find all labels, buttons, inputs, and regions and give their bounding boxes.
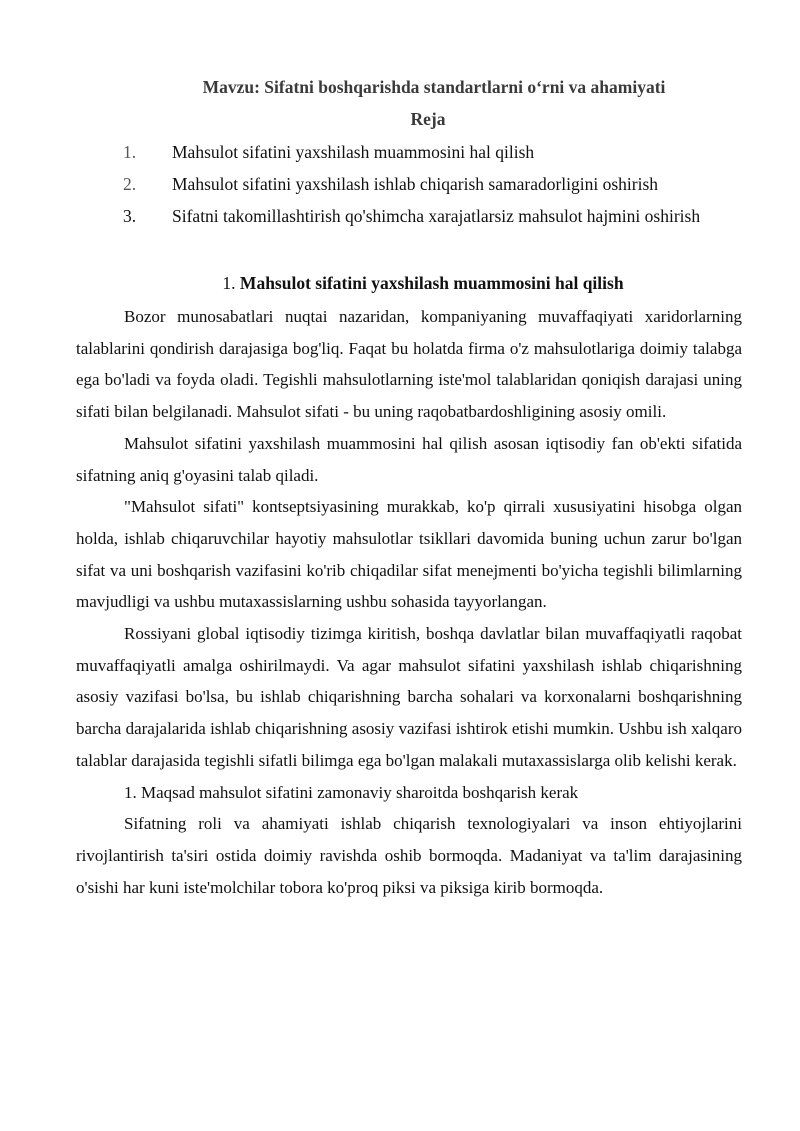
plan-item-text: Sifatni takomillashtirish qo'shimcha xarajatlarsiz mahsulot hajmini oshirish — [172, 206, 701, 226]
section-heading — [0, 272, 800, 294]
section-heading-text: Mahsulot sifatini yaxshilash muammosini hal qilish — [239, 273, 624, 293]
plan-item-text: Mahsulot sifatini yaxshilash muammosini hal qilish — [172, 142, 535, 162]
body-text — [76, 301, 742, 903]
plan-item — [0, 173, 800, 205]
plan-item — [0, 205, 800, 237]
plan-item-number: 1. — [123, 142, 137, 162]
plan-list — [0, 141, 800, 237]
plan-item — [0, 141, 800, 173]
document-title: Mavzu: Sifatni boshqarishda standartlarni o‘rni va ahamiyati — [202, 77, 666, 97]
plan-item-text: Mahsulot sifatini yaxshilash ishlab chiqarish samaradorligini oshirish — [172, 174, 659, 194]
paragraph: 1. Maqsad mahsulot sifatini zamonaviy sharoitda boshqarish kerak — [124, 782, 579, 802]
paragraph: Mahsulot sifatini yaxshilash muammosini hal qilish asosan iqtisodiy fan ob'ekti sifatida sifatning aniq g'oyasini talab qiladi. — [76, 433, 742, 485]
plan-heading: Reja — [410, 109, 446, 129]
paragraph: "Mahsulot sifati" kontseptsiyasining murakkab, ko'p qirrali xususiyatini hisobga olgan holda, ishlab chiqaruvchilar hayotiy mahsulotlar tsikllari davomida buning uchun zarur bo'lgan sifat va uni boshqarish vazifasini ko'rib chiqadilar sifat menejmenti bo'yicha tegishli bilimlarning mavjudligi va ushbu mutaxassislarning ushbu sohasida tayyorlangan. — [76, 497, 742, 612]
plan-item-number: 3. — [123, 206, 137, 226]
section-heading-number: 1. — [222, 273, 240, 293]
paragraph: Rossiyani global iqtisodiy tizimga kiritish, boshqa davlatlar bilan muvaffaqiyatli raqobat muvaffaqiyatli amalga oshirilmaydi. Va agar mahsulot sifatini yaxshilash ishlab chiqarishning asosiy vazifasi bo'lsa, bu ishlab chiqarishning barcha sohalari va korxonalarni boshqarishning barcha darajalarida ishlab chiqarishning asosiy vazifasi ishtirok etishi mumkin. Ushbu ish xalqaro talablar darajasida tegishli sifatli bilimga ega bo'lgan malakali mutaxassislarga olib kelishi kerak. — [76, 624, 742, 770]
paragraph: Sifatning roli va ahamiyati ishlab chiqarish texnologiyalari va inson ehtiyojlarini rivojlantirish ta'siri ostida doimiy ravishda oshib bormoqda. Madaniyat va ta'lim darajasining o'sishi har kuni iste'molchilar tobora ko'proq piksi va piksiga kirib bormoqda. — [76, 814, 742, 897]
paragraph: Bozor munosabatlari nuqtai nazaridan, kompaniyaning muvaffaqiyati xaridorlarning talablarini qondirish darajasiga bog'liq. Faqat bu holatda firma o'z mahsulotlariga doimiy talabga ega bo'ladi va foyda oladi. Tegishli mahsulotlarning iste'mol talablaridan qoniqish darajasi uning sifati bilan belgilanadi. Mahsulot sifati - bu uning raqobatbardoshligining asosiy omili. — [76, 307, 742, 422]
plan-item-number: 2. — [123, 174, 137, 194]
